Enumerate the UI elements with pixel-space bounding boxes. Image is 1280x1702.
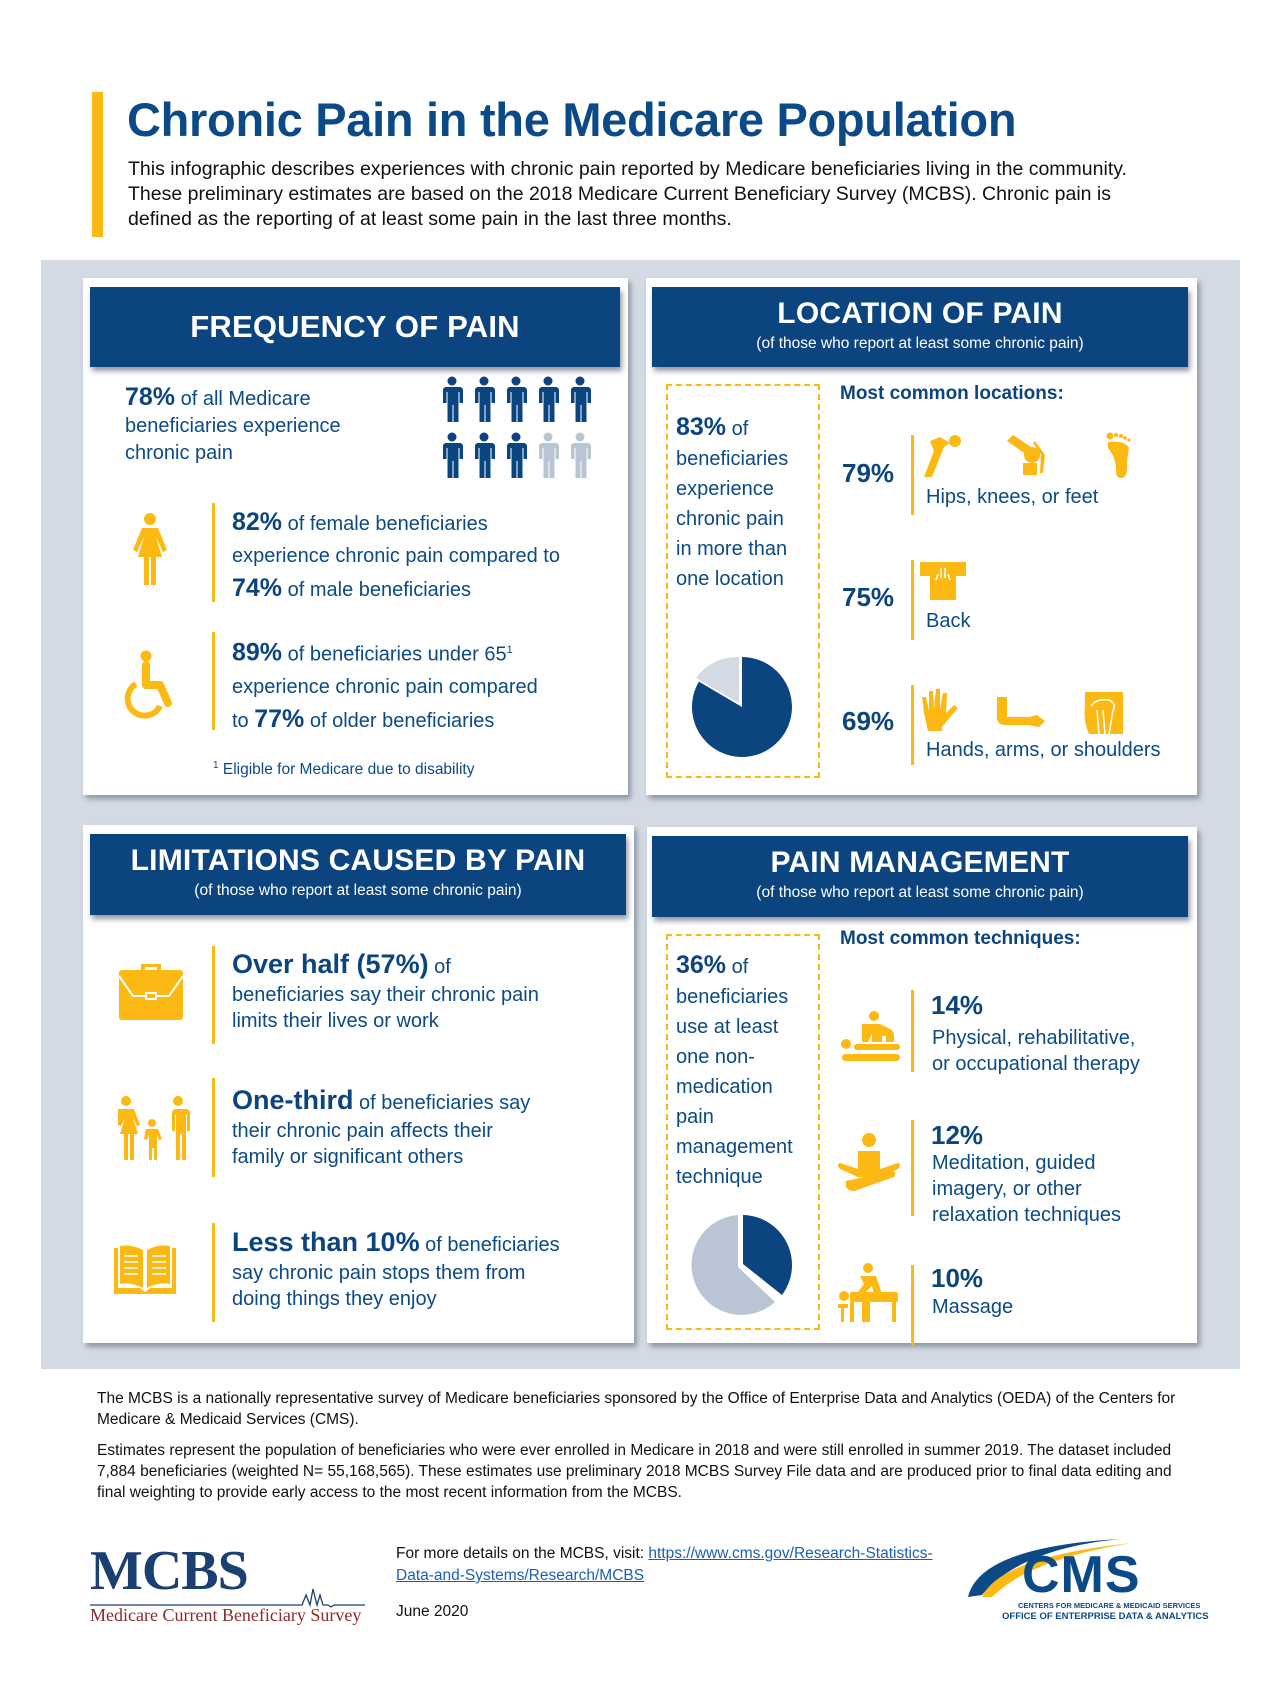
physical-therapy-icon: [840, 1010, 900, 1062]
technique-meditation-value: 12%: [931, 1120, 984, 1150]
cms-line-1: CENTERS FOR MEDICARE & MEDICAID SERVICES: [1018, 1601, 1201, 1610]
technique-therapy-label: Physical, rehabilitative, or occupational therapy: [932, 1027, 1140, 1075]
frequency-header: [90, 287, 620, 367]
foot-icon: [1105, 432, 1133, 480]
female-divider: [212, 503, 215, 602]
management-header: [652, 836, 1188, 917]
technique-therapy-value: 14%: [931, 990, 984, 1020]
limitations-subtitle: (of those who report at least some chronic pain): [194, 882, 522, 899]
footer-para-2: Estimates represent the population of beneficiaries who were ever enrolled in Medicare in 2018 and were still enrolled in summer 2019. The dataset included 7,884 beneficiaries (weighted N= 55,168,565). These estimates use preliminary 2018 MCBS Survey File data and are produced prior to final data editing and final weighting to provide early access to the most recent information from the MCBS.: [97, 1442, 1172, 1501]
page-title: Chronic Pain in the Medicare Population: [127, 93, 1017, 146]
techniques-divider-1: [911, 990, 914, 1072]
more-details: For more details on the MCBS, visit: https://www.cms.gov/Research-Statistics-Data-and-Systems/Research/MCBS: [396, 1545, 933, 1584]
location-hips-divider: [911, 435, 914, 515]
arm-icon: [995, 697, 1047, 731]
limitations-title: LIMITATIONS CAUSED BY PAIN: [130, 844, 586, 877]
locations-subheading: Most common locations:: [840, 383, 1064, 404]
mcbs-tagline: Medicare Current Beneficiary Survey: [90, 1605, 362, 1625]
management-pie-chart: [689, 1213, 793, 1317]
publish-date: June 2020: [396, 1603, 469, 1620]
mcbs-wordmark: MCBS: [90, 1540, 248, 1602]
footer-para-1: The MCBS is a nationally representative survey of Medicare beneficiaries sponsored by the Office of Enterprise Data and Analytics (OEDA) of the Centers for Medicare & Medicaid Services (CMS).: [97, 1390, 1176, 1428]
technique-massage-value: 10%: [931, 1263, 984, 1293]
location-subtitle: (of those who report at least some chronic pain): [756, 335, 1084, 352]
cms-line-2: OFFICE OF ENTERPRISE DATA & ANALYTICS: [1002, 1611, 1209, 1622]
limitations-divider-2: [212, 1078, 215, 1177]
footnote: $^1$ Eligible for Medicare due to disability: [213, 760, 475, 779]
knee-icon: [1005, 433, 1047, 475]
location-hands-value: 69%: [842, 706, 895, 736]
location-hips-label: Hips, knees, or feet: [926, 486, 1099, 508]
location-hands-divider: [911, 685, 914, 765]
meditation-icon: [838, 1133, 900, 1195]
limitation-family: One-third of beneficiaries say their chronic pain affects their family or significant others: [232, 1085, 531, 1168]
limitations-divider-3: [212, 1223, 215, 1322]
technique-massage-label: Massage: [932, 1296, 1014, 1318]
management-title: PAIN MANAGEMENT: [770, 846, 1070, 879]
location-back-label: Back: [926, 610, 971, 632]
shoulder-icon: [1081, 688, 1125, 734]
wheelchair-icon: [122, 650, 178, 722]
intro-text: This infographic describes experiences with chronic pain reported by Medicare beneficiaries living in the community. These preliminary estimates are based on the 2018 Medicare Current Beneficiary Survey (MCBS). Chronic pain is defined as the reporting of at least some pain in the last three months.: [128, 158, 1127, 230]
back-icon: [920, 560, 966, 600]
location-back-value: 75%: [842, 582, 895, 612]
cms-wordmark: CMS: [1022, 1546, 1141, 1604]
location-title: LOCATION OF PAIN: [777, 297, 1063, 330]
location-hands-label: Hands, arms, or shoulders: [926, 739, 1161, 761]
family-icon: [110, 1096, 194, 1160]
frequency-title: FREQUENCY OF PAIN: [190, 309, 520, 344]
management-callout-text: 36% of beneficiaries use at least one non- medication pain management technique: [676, 951, 793, 1188]
limitation-work: Over half (57%) of beneficiaries say their chronic pain limits their lives or work: [232, 949, 539, 1032]
people-icon-grid: [440, 376, 600, 482]
disability-stat: 89% of beneficiaries under $65^1$ experience chronic pain compared to 77% of older beneficiaries: [232, 638, 538, 733]
disability-divider: [212, 632, 215, 730]
title-accent-bar: [92, 92, 103, 237]
management-subtitle: (of those who report at least some chronic pain): [756, 884, 1084, 901]
person-icon-faded: [539, 433, 591, 479]
massage-icon: [838, 1262, 900, 1324]
mcbs-link[interactable]: https://www.cms.gov/Research-Statistics-Data-and-Systems/Research/MCBS: [396, 1545, 933, 1584]
hand-icon: [920, 687, 960, 733]
techniques-divider-2: [911, 1120, 914, 1216]
female-icon: [130, 512, 170, 588]
location-callout-text: 83% of beneficiaries experience chronic pain in more than one location: [676, 413, 789, 590]
location-header: [652, 287, 1188, 367]
technique-meditation-label: Meditation, guided imagery, or other relaxation techniques: [932, 1152, 1122, 1226]
mcbs-logo: [90, 1540, 365, 1625]
location-hips-value: 79%: [842, 458, 895, 488]
book-icon: [114, 1244, 176, 1294]
techniques-divider-3: [911, 1265, 914, 1345]
location-pie-chart: [690, 655, 794, 759]
briefcase-icon: [119, 962, 183, 1020]
hip-icon: [922, 433, 962, 479]
limitations-header: [90, 834, 626, 915]
location-back-divider: [911, 560, 914, 640]
overall-stat: 78% of all Medicare beneficiaries experience chronic pain: [125, 383, 341, 464]
cms-logo: [960, 1535, 1209, 1622]
limitation-enjoy: Less than 10% of beneficiaries say chronic pain stops them from doing things they enjoy: [232, 1227, 560, 1310]
limitations-divider-1: [212, 946, 215, 1044]
techniques-subheading: Most common techniques:: [840, 928, 1081, 949]
female-stat: 82% of female beneficiaries experience chronic pain compared to 74% of male beneficiaries: [232, 508, 560, 602]
person-icon: [443, 377, 591, 479]
